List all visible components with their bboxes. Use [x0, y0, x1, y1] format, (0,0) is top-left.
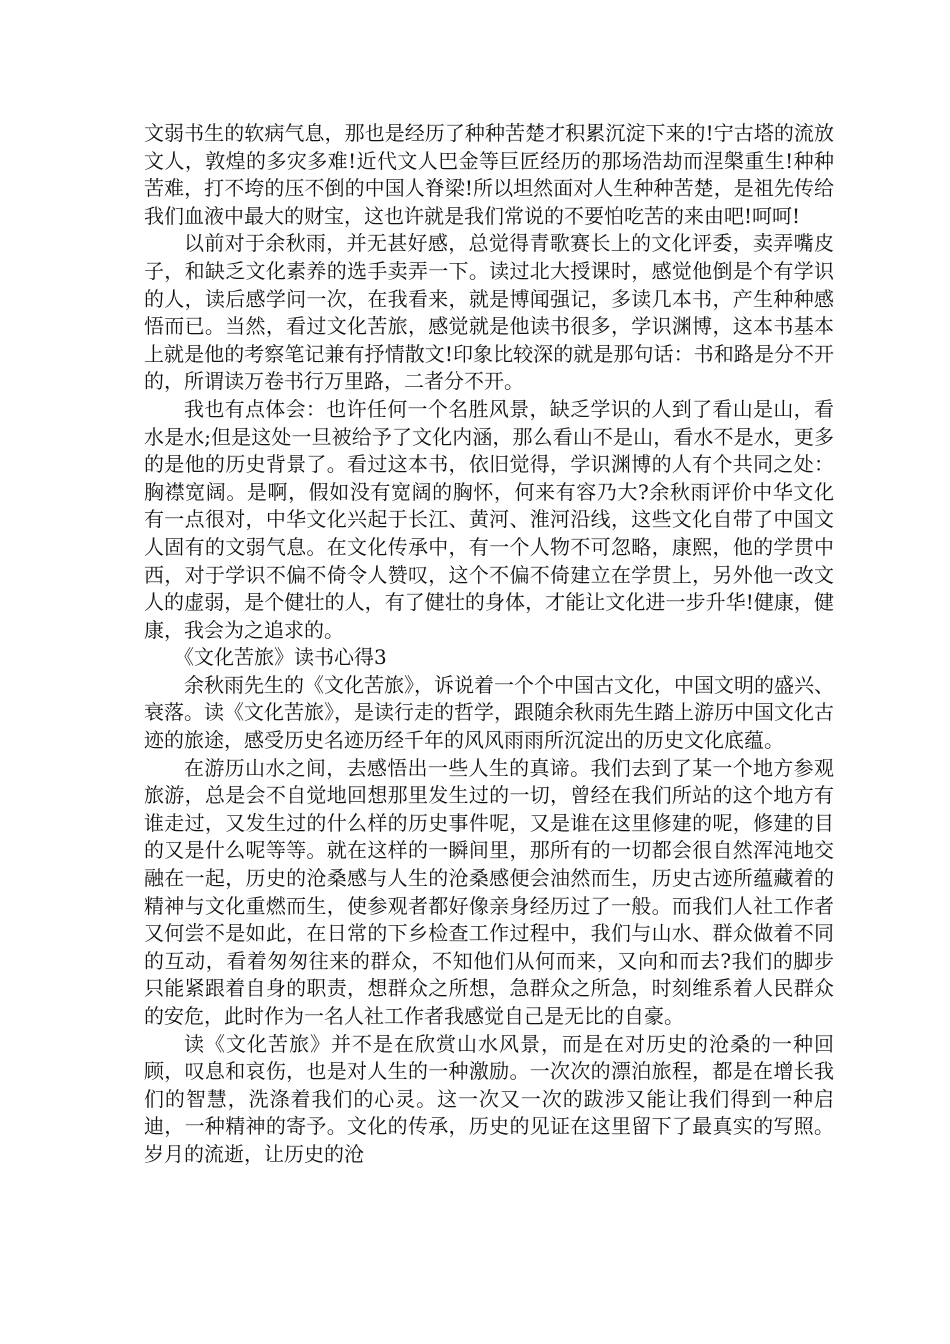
paragraph-1: 文弱书生的软病气息，那也是经历了种种苦楚才积累沉淀下来的!宁古塔的流放文人，敦煌的多灾多难!近代文人巴金等巨匠经历的那场浩劫而涅槃重生!种种苦难，打不垮的压不倒的中国人脊梁!所以坦然面对人生种种苦楚，是祖先传给我们血液中最大的财宝，这也许就是我们常说的不要怕吃苦的来由吧!呵呵! [144, 121, 834, 228]
paragraph-2: 以前对于余秋雨，并无甚好感，总觉得青歌赛长上的文化评委，卖弄嘴皮子，和缺乏文化素养的选手卖弄一下。读过北大授课时，感觉他倒是个有学识的人，读后感学问一次，在我看来，就是博闻强记，多读几本书，产生种种感悟而已。当然，看过文化苦旅，感觉就是他读书很多，学识渊博，这本书基本上就是他的考察笔记兼有抒情散文!印象比较深的就是那句话：书和路是分不开的，所谓读万卷书行万里路，二者分不开。 [144, 231, 834, 394]
paragraph-4: 余秋雨先生的《文化苦旅》，诉说着一个个中国古文化，中国文明的盛兴、衰落。读《文化苦旅》，是读行走的哲学，跟随余秋雨先生踏上游历中国文化古迹的旅途，感受历史名迹历经千年的风风雨雨所沉淀出的历史文化底蕴。 [144, 672, 834, 753]
document-page [144, 120, 834, 1169]
paragraph-5: 在游历山水之间，去感悟出一些人生的真谛。我们去到了某一个地方参观旅游，总是会不自觉地回想那里发生过的一切，曾经在我们所站的这个地方有谁走过，又发生过的什么样的历史事件呢，又是谁在这里修建的呢，修建的目的又是什么呢等等。就在这样的一瞬间里，那所有的一切都会很自然浑沌地交融在一起，历史的沧桑感与人生的沧桑感便会油然而生，历史古迹所蕴藏着的精神与文化重燃而生，使参观者都好像亲身经历过了一般。而我们人社工作者又何尝不是如此，在日常的下乡检查工作过程中，我们与山水、群众做着不同的互动，看着匆匆往来的群众，不知他们从何而来，又向和而去?我们的脚步只能紧跟着自身的职责，想群众之所想，急群众之所急，时刻维系着人民群众的安危，此时作为一名人社工作者我感觉自己是无比的自豪。 [144, 755, 834, 1028]
paragraph-3: 我也有点体会：也许任何一个名胜风景，缺乏学识的人到了看山是山，看水是水;但是这处一旦被给予了文化内涵，那么看山不是山，看水不是水，更多的是他的历史背景了。看过这本书，依旧觉得，学识渊博的人有个共同之处：胸襟宽阔。是啊，假如没有宽阔的胸怀，何来有容乃大?余秋雨评价中华文化有一点很对，中华文化兴起于长江、黄河、淮河沿线，这些文化自带了中国文人固有的文弱气息。在文化传承中，有一个人物不可忽略，康熙，他的学贯中西，对于学识不偏不倚令人赞叹，这个不偏不倚建立在学贯上，另外他一改文人的虚弱，是个健壮的人，有了健壮的身体，才能让文化进一步升华!健康，健康，我会为之追求的。 [144, 396, 834, 642]
paragraph-6: 读《文化苦旅》并不是在欣赏山水风景，而是在对历史的沧桑的一种回顾，叹息和哀伤，也是对人生的一种激励。一次次的漂泊旅程，都是在增长我们的智慧，洗涤着我们的心灵。这一次又一次的跋涉又能让我们得到一种启迪，一种精神的寄予。文化的传承，历史的见证在这里留下了最真实的写照。岁月的流逝，让历史的沧 [144, 1031, 834, 1166]
section-heading: 《文化苦旅》读书心得3 [174, 645, 387, 670]
